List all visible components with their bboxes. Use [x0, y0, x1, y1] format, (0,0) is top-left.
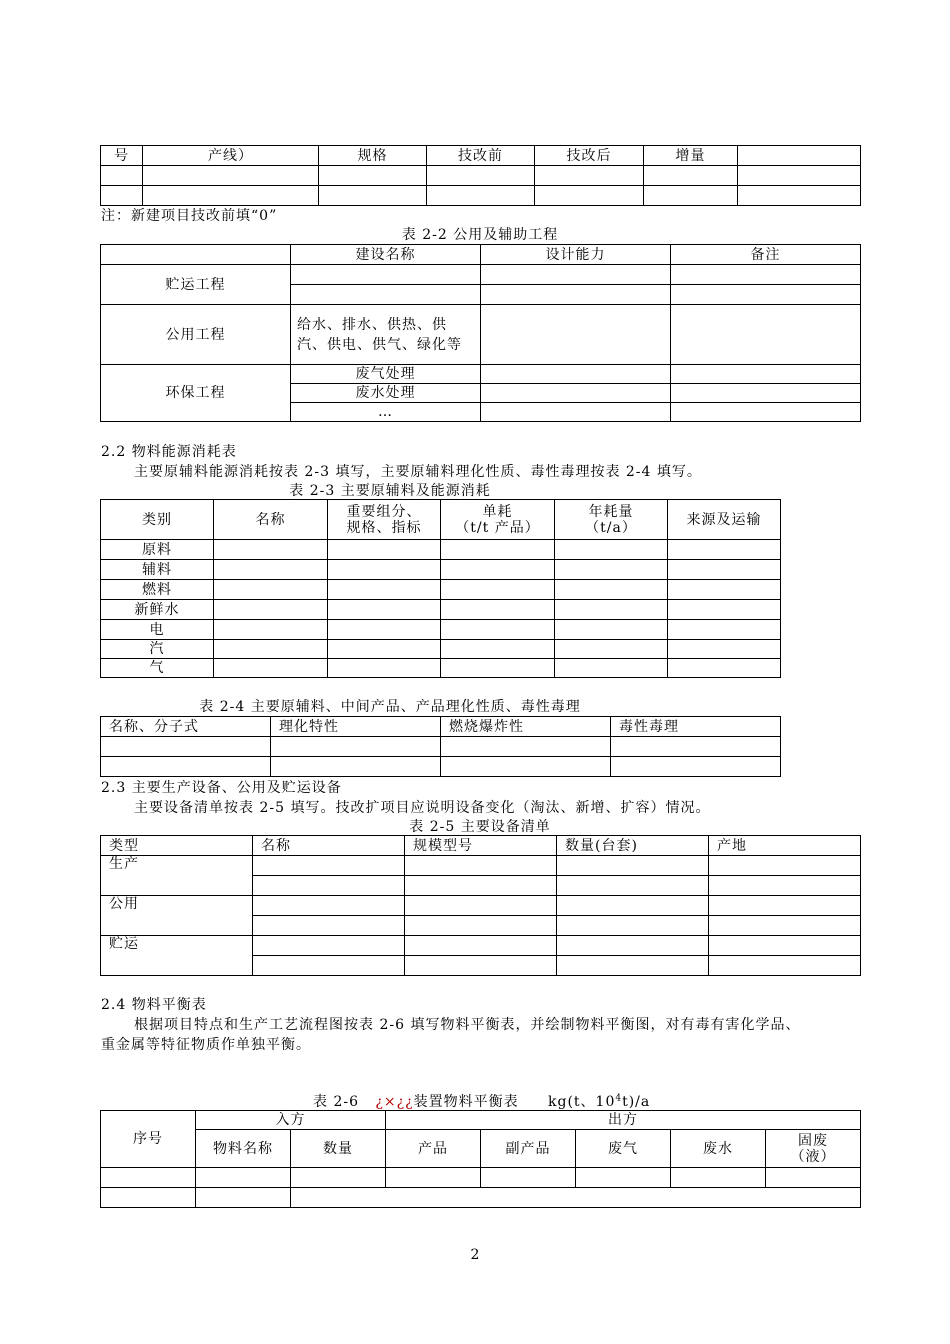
- row-label-utility: 公用: [101, 896, 253, 936]
- table-2-2: [100, 244, 861, 422]
- section-2-2-heading: 2.2 物料能源消耗表: [101, 444, 237, 460]
- header-cell: 固废 （液）: [766, 1130, 861, 1168]
- table-row: [101, 166, 861, 186]
- header-cell: 产线）: [143, 146, 319, 166]
- header-cell: 来源及运输: [668, 500, 781, 540]
- header-cell: 年耗量 （t/a）: [555, 500, 668, 540]
- out-header: 出方: [386, 1111, 861, 1130]
- table-row: [101, 186, 861, 206]
- section-2-2-text: 主要原辅料能源消耗按表 2-3 填写，主要原辅料理化性质、毒性毒理按表 2-4 填写。: [134, 464, 702, 480]
- header-cell: 毒性毒理: [611, 717, 781, 737]
- table-2-3: [100, 499, 781, 678]
- row-label-env: 环保工程: [101, 365, 291, 422]
- header-cell: 理化特性: [271, 717, 441, 737]
- header-cell: 数量(台套): [557, 836, 709, 856]
- header-cell: 单耗 （t/t 产品）: [441, 500, 555, 540]
- table-row: [101, 757, 781, 777]
- table-row: 燃料: [101, 580, 781, 600]
- section-2-4-heading: 2.4 物料平衡表: [101, 997, 207, 1013]
- header-cell: [738, 146, 861, 166]
- table-row: 原料: [101, 540, 781, 560]
- table-row: [101, 1188, 861, 1208]
- header-cell: 物料名称: [196, 1130, 291, 1168]
- section-2-4-text-1: 根据项目特点和生产工艺流程图按表 2-6 填写物料平衡表，并绘制物料平衡图，对有毒有害化学品、: [134, 1017, 801, 1033]
- header-cell: 类别: [101, 500, 214, 540]
- row-label-utility: 公用工程: [101, 305, 291, 365]
- header-cell: 副产品: [481, 1130, 576, 1168]
- header-cell: 技改后: [535, 146, 644, 166]
- row-label-storage: 贮运工程: [101, 265, 291, 305]
- seq-header: 序号: [101, 1111, 196, 1168]
- table-row: 新鲜水: [101, 600, 781, 620]
- header-cell: 建设名称: [291, 245, 481, 265]
- env-item: …: [291, 403, 481, 422]
- header-cell: 废气: [576, 1130, 671, 1168]
- table-2-4-caption: 表 2-4 主要原辅料、中间产品、产品理化性质、毒性毒理: [199, 699, 581, 715]
- header-cell: [101, 245, 291, 265]
- table-2-6-unit: kg(t、$10^4t)/a$: [548, 1093, 651, 1110]
- table-2-6: [100, 1110, 861, 1208]
- table-2-1-continuation: [100, 145, 861, 206]
- table-2-2-caption: 表 2-2 公用及辅助工程: [401, 227, 559, 243]
- row-label-production: 生产: [101, 856, 253, 896]
- table-2-3-caption: 表 2-3 主要原辅料及能源消耗: [289, 483, 491, 499]
- header-cell: 数量: [291, 1130, 386, 1168]
- header-cell: 增量: [644, 146, 738, 166]
- header-cell: 设计能力: [481, 245, 671, 265]
- table-2-6-caption: 表 2-6 ¿×¿¿装置物料平衡表: [313, 1094, 519, 1110]
- table-row: [101, 1168, 861, 1188]
- table-2-5: [100, 835, 861, 976]
- header-cell: 规模型号: [405, 836, 557, 856]
- in-header: 入方: [196, 1111, 386, 1130]
- header-cell: 名称、分子式: [101, 717, 271, 737]
- header-cell: 废水: [671, 1130, 766, 1168]
- header-cell: 备注: [671, 245, 861, 265]
- header-cell: 名称: [214, 500, 328, 540]
- header-cell: 产品: [386, 1130, 481, 1168]
- table-2-5-caption: 表 2-5 主要设备清单: [409, 819, 551, 835]
- note: 注：新建项目技改前填“0”: [101, 208, 278, 224]
- table-row: 气: [101, 659, 781, 678]
- table-row: 汽: [101, 640, 781, 659]
- env-item: 废水处理: [291, 384, 481, 403]
- header-cell: 类型: [101, 836, 253, 856]
- header-cell: 规格: [319, 146, 427, 166]
- header-cell: 重要组分、 规格、指标: [328, 500, 441, 540]
- section-2-3-text: 主要设备清单按表 2-5 填写。技改扩项目应说明设备变化（淘汰、新增、扩容）情况。: [134, 800, 711, 816]
- header-cell: 燃烧爆炸性: [441, 717, 611, 737]
- table-2-4: [100, 716, 781, 777]
- header-cell: 技改前: [427, 146, 535, 166]
- row-label-storage: 贮运: [101, 936, 253, 976]
- section-2-3-heading: 2.3 主要生产设备、公用及贮运设备: [101, 780, 342, 796]
- header-cell: 号: [101, 146, 143, 166]
- header-cell: 产地: [709, 836, 861, 856]
- table-row: 辅料: [101, 560, 781, 580]
- env-item: 废气处理: [291, 365, 481, 384]
- header-cell: 名称: [253, 836, 405, 856]
- table-row: [101, 737, 781, 757]
- page-number: 2: [470, 1247, 480, 1263]
- table-row: 电: [101, 620, 781, 640]
- utility-items: 给水、排水、供热、供汽、供电、供气、绿化等: [291, 305, 481, 365]
- section-2-4-text-2: 重金属等特征物质作单独平衡。: [101, 1037, 311, 1053]
